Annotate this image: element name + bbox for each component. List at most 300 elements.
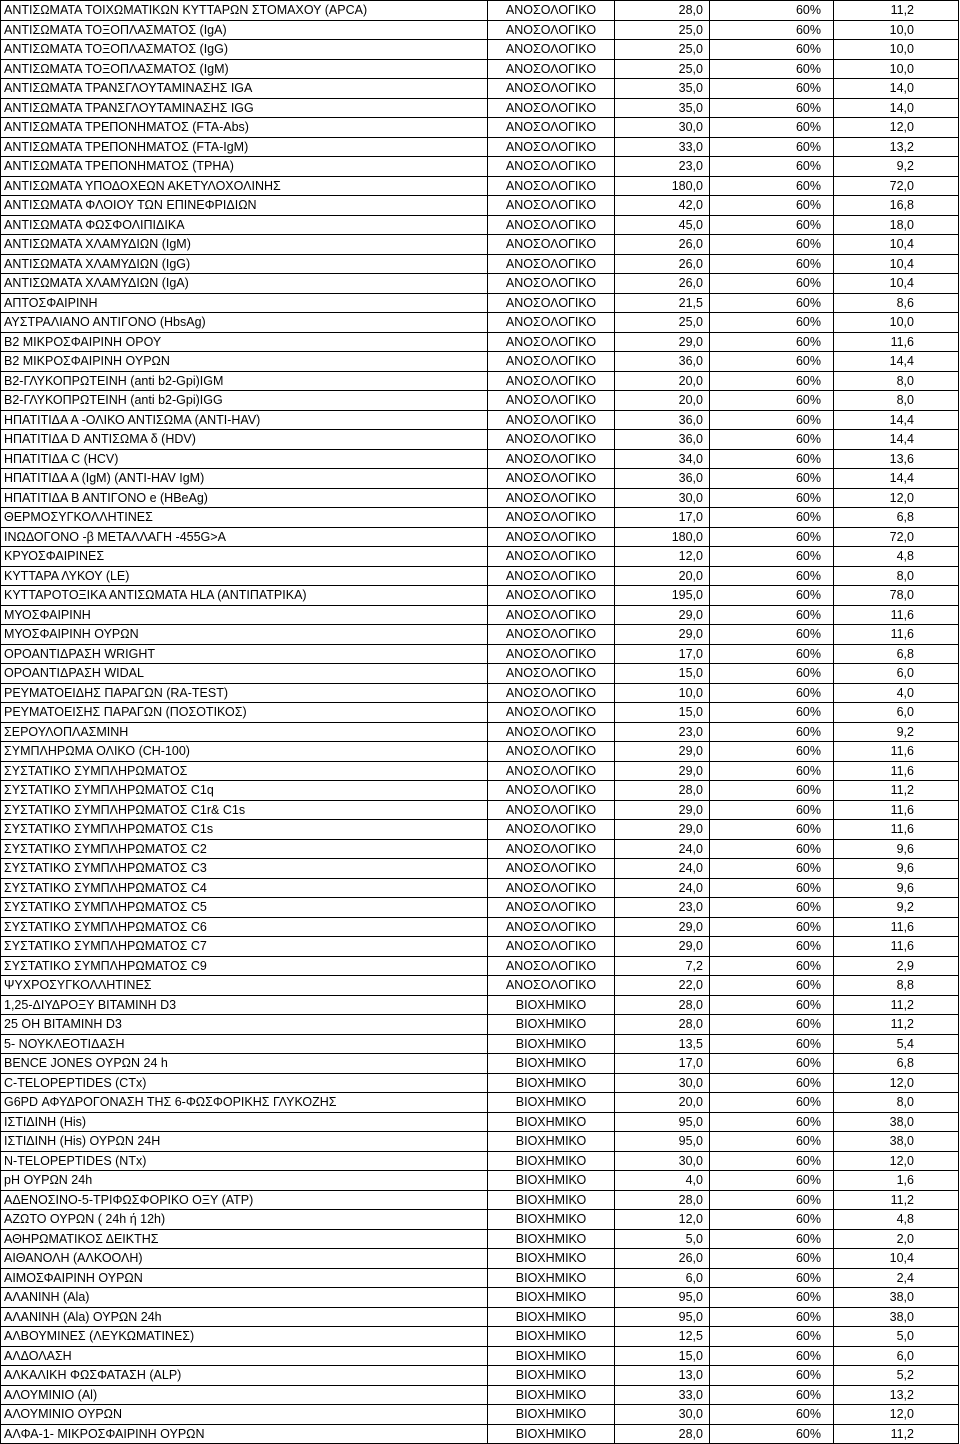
test-name: ΑΙΜΟΣΦΑΙΡΙΝΗ ΟΥΡΩΝ bbox=[1, 1268, 488, 1288]
table-row bbox=[1, 800, 959, 820]
test-name: ΣΥΣΤΑΤΙΚΟ ΣΥΜΠΛΗΡΩΜΑΤΟΣ C2 bbox=[1, 839, 488, 859]
test-name: ΣΥΣΤΑΤΙΚΟ ΣΥΜΠΛΗΡΩΜΑΤΟΣ C6 bbox=[1, 917, 488, 937]
table-row bbox=[1, 761, 959, 781]
discount-percent: 60% bbox=[710, 761, 834, 781]
test-category: ΑΝΟΣΟΛΟΓΙΚΟ bbox=[488, 157, 615, 177]
discount-value: 38,0 bbox=[834, 1307, 959, 1327]
test-price: 28,0 bbox=[615, 1015, 710, 1035]
table-row bbox=[1, 313, 959, 333]
price-list-body bbox=[1, 1, 959, 1444]
discount-percent: 60% bbox=[710, 1132, 834, 1152]
discount-percent: 60% bbox=[710, 157, 834, 177]
test-category: ΑΝΟΣΟΛΟΓΙΚΟ bbox=[488, 391, 615, 411]
test-category: ΑΝΟΣΟΛΟΓΙΚΟ bbox=[488, 137, 615, 157]
discount-percent: 60% bbox=[710, 1229, 834, 1249]
test-category: ΑΝΟΣΟΛΟΓΙΚΟ bbox=[488, 800, 615, 820]
table-row bbox=[1, 839, 959, 859]
table-row bbox=[1, 98, 959, 118]
test-price: 20,0 bbox=[615, 566, 710, 586]
test-name: ΑΝΤΙΣΩΜΑΤΑ ΤΟΞΟΠΛΑΣΜΑΤΟΣ (IgM) bbox=[1, 59, 488, 79]
test-name: BENCE JONES ΟΥΡΩΝ 24 h bbox=[1, 1054, 488, 1074]
table-row bbox=[1, 40, 959, 60]
table-row bbox=[1, 1327, 959, 1347]
discount-value: 12,0 bbox=[834, 1073, 959, 1093]
test-name: ΘΕΡΜΟΣΥΓΚΟΛΛΗΤΙΝΕΣ bbox=[1, 508, 488, 528]
table-row bbox=[1, 79, 959, 99]
table-row bbox=[1, 859, 959, 879]
test-category: ΒΙΟΧΗΜΙΚΟ bbox=[488, 1385, 615, 1405]
discount-percent: 60% bbox=[710, 196, 834, 216]
test-category: ΑΝΟΣΟΛΟΓΙΚΟ bbox=[488, 547, 615, 567]
discount-percent: 60% bbox=[710, 1151, 834, 1171]
table-row bbox=[1, 1171, 959, 1191]
table-row bbox=[1, 1132, 959, 1152]
discount-percent: 60% bbox=[710, 644, 834, 664]
table-row bbox=[1, 995, 959, 1015]
discount-value: 11,6 bbox=[834, 800, 959, 820]
discount-percent: 60% bbox=[710, 1112, 834, 1132]
discount-value: 10,4 bbox=[834, 1249, 959, 1269]
table-row bbox=[1, 410, 959, 430]
discount-percent: 60% bbox=[710, 313, 834, 333]
test-name: ΑΛΟΥΜΙΝΙΟ (Al) bbox=[1, 1385, 488, 1405]
test-name: ΑΝΤΙΣΩΜΑΤΑ ΤΟΞΟΠΛΑΣΜΑΤΟΣ (IgG) bbox=[1, 40, 488, 60]
test-price: 28,0 bbox=[615, 1190, 710, 1210]
discount-value: 14,0 bbox=[834, 79, 959, 99]
table-row bbox=[1, 1385, 959, 1405]
discount-percent: 60% bbox=[710, 293, 834, 313]
discount-percent: 60% bbox=[710, 137, 834, 157]
discount-value: 11,2 bbox=[834, 1015, 959, 1035]
discount-percent: 60% bbox=[710, 683, 834, 703]
discount-value: 6,0 bbox=[834, 664, 959, 684]
discount-value: 2,9 bbox=[834, 956, 959, 976]
discount-percent: 60% bbox=[710, 274, 834, 294]
test-name: Β2 ΜΙΚΡΟΣΦΑΙΡΙΝΗ ΟΡΟΥ bbox=[1, 332, 488, 352]
test-name: 5- ΝΟΥΚΛΕΟΤΙΔΑΣΗ bbox=[1, 1034, 488, 1054]
discount-value: 10,0 bbox=[834, 59, 959, 79]
discount-percent: 60% bbox=[710, 40, 834, 60]
table-row bbox=[1, 1346, 959, 1366]
test-category: ΒΙΟΧΗΜΙΚΟ bbox=[488, 1307, 615, 1327]
discount-value: 1,6 bbox=[834, 1171, 959, 1191]
test-name: ΑΥΣΤΡΑΛΙΑΝΟ ΑΝΤΙΓΟΝΟ (HbsAg) bbox=[1, 313, 488, 333]
discount-value: 8,0 bbox=[834, 1093, 959, 1113]
discount-value: 6,8 bbox=[834, 644, 959, 664]
table-row bbox=[1, 1, 959, 21]
table-row bbox=[1, 625, 959, 645]
table-row bbox=[1, 1151, 959, 1171]
table-row bbox=[1, 391, 959, 411]
discount-value: 6,8 bbox=[834, 508, 959, 528]
test-price: 29,0 bbox=[615, 820, 710, 840]
discount-percent: 60% bbox=[710, 59, 834, 79]
test-category: ΒΙΟΧΗΜΙΚΟ bbox=[488, 1054, 615, 1074]
test-price: 26,0 bbox=[615, 1249, 710, 1269]
test-price: 95,0 bbox=[615, 1307, 710, 1327]
discount-value: 18,0 bbox=[834, 215, 959, 235]
discount-percent: 60% bbox=[710, 859, 834, 879]
test-price: 36,0 bbox=[615, 410, 710, 430]
discount-percent: 60% bbox=[710, 1327, 834, 1347]
test-price: 25,0 bbox=[615, 40, 710, 60]
test-price: 95,0 bbox=[615, 1132, 710, 1152]
table-row bbox=[1, 527, 959, 547]
discount-value: 9,6 bbox=[834, 839, 959, 859]
test-name: ΚΥΤΤΑΡΑ ΛΥΚΟΥ (LE) bbox=[1, 566, 488, 586]
test-category: ΑΝΟΣΟΛΟΓΙΚΟ bbox=[488, 59, 615, 79]
test-price: 30,0 bbox=[615, 118, 710, 138]
test-price: 26,0 bbox=[615, 274, 710, 294]
discount-value: 11,6 bbox=[834, 625, 959, 645]
test-category: ΑΝΟΣΟΛΟΓΙΚΟ bbox=[488, 703, 615, 723]
table-row bbox=[1, 430, 959, 450]
discount-percent: 60% bbox=[710, 820, 834, 840]
test-name: ΙΣΤΙΔΙΝΗ (His) ΟΥΡΩΝ 24Η bbox=[1, 1132, 488, 1152]
test-name: ΙΣΤΙΔΙΝΗ (His) bbox=[1, 1112, 488, 1132]
test-name: ΑΘΗΡΩΜΑΤΙΚΟΣ ΔΕΙΚΤΗΣ bbox=[1, 1229, 488, 1249]
test-name: ΣΥΣΤΑΤΙΚΟ ΣΥΜΠΛΗΡΩΜΑΤΟΣ C7 bbox=[1, 937, 488, 957]
test-category: ΑΝΟΣΟΛΟΓΙΚΟ bbox=[488, 820, 615, 840]
table-row bbox=[1, 917, 959, 937]
test-name: ΗΠΑΤΙΤΙΔΑ Α -ΟΛΙΚΟ ΑΝΤΙΣΩΜΑ (ANTI-HAV) bbox=[1, 410, 488, 430]
discount-value: 14,4 bbox=[834, 352, 959, 372]
discount-percent: 60% bbox=[710, 1288, 834, 1308]
discount-percent: 60% bbox=[710, 937, 834, 957]
discount-percent: 60% bbox=[710, 430, 834, 450]
discount-percent: 60% bbox=[710, 586, 834, 606]
test-category: ΑΝΟΣΟΛΟΓΙΚΟ bbox=[488, 937, 615, 957]
table-row bbox=[1, 1229, 959, 1249]
discount-percent: 60% bbox=[710, 956, 834, 976]
test-category: ΑΝΟΣΟΛΟΓΙΚΟ bbox=[488, 254, 615, 274]
test-name: ΑΔΕΝΟΣΙΝΟ-5-ΤΡΙΦΩΣΦΟΡΙΚΟ ΟΞΥ (ATP) bbox=[1, 1190, 488, 1210]
test-price: 95,0 bbox=[615, 1288, 710, 1308]
discount-value: 11,6 bbox=[834, 605, 959, 625]
discount-value: 11,6 bbox=[834, 937, 959, 957]
test-name: 1,25-ΔΙΥΔΡΟΞΥ ΒΙΤΑΜΙΝΗ D3 bbox=[1, 995, 488, 1015]
test-price: 28,0 bbox=[615, 1, 710, 21]
test-category: ΑΝΟΣΟΛΟΓΙΚΟ bbox=[488, 98, 615, 118]
discount-percent: 60% bbox=[710, 1346, 834, 1366]
test-price: 36,0 bbox=[615, 430, 710, 450]
discount-percent: 60% bbox=[710, 235, 834, 255]
discount-value: 16,8 bbox=[834, 196, 959, 216]
discount-percent: 60% bbox=[710, 995, 834, 1015]
test-name: ΚΡΥΟΣΦΑΙΡΙΝΕΣ bbox=[1, 547, 488, 567]
test-name: ΣΥΜΠΛΗΡΩΜΑ ΟΛΙΚΟ (CH-100) bbox=[1, 742, 488, 762]
table-row bbox=[1, 1112, 959, 1132]
test-price: 180,0 bbox=[615, 176, 710, 196]
discount-percent: 60% bbox=[710, 1015, 834, 1035]
discount-value: 8,8 bbox=[834, 976, 959, 996]
discount-value: 11,2 bbox=[834, 1190, 959, 1210]
test-name: ΑΠΤΟΣΦΑΙΡΙΝΗ bbox=[1, 293, 488, 313]
test-name: ΣΕΡΟΥΛΟΠΛΑΣΜΙΝΗ bbox=[1, 722, 488, 742]
test-price: 28,0 bbox=[615, 995, 710, 1015]
discount-percent: 60% bbox=[710, 1034, 834, 1054]
discount-value: 11,6 bbox=[834, 761, 959, 781]
discount-value: 11,2 bbox=[834, 781, 959, 801]
test-price: 30,0 bbox=[615, 1151, 710, 1171]
test-name: ΣΥΣΤΑΤΙΚΟ ΣΥΜΠΛΗΡΩΜΑΤΟΣ C3 bbox=[1, 859, 488, 879]
table-row bbox=[1, 332, 959, 352]
discount-value: 9,2 bbox=[834, 157, 959, 177]
test-name: Β2 ΜΙΚΡΟΣΦΑΙΡΙΝΗ ΟΥΡΩΝ bbox=[1, 352, 488, 372]
discount-percent: 60% bbox=[710, 1093, 834, 1113]
discount-percent: 60% bbox=[710, 527, 834, 547]
discount-value: 12,0 bbox=[834, 488, 959, 508]
test-name: N-TELOPEPTIDES (NTx) bbox=[1, 1151, 488, 1171]
table-row bbox=[1, 820, 959, 840]
test-category: ΒΙΟΧΗΜΙΚΟ bbox=[488, 1288, 615, 1308]
test-category: ΒΙΟΧΗΜΙΚΟ bbox=[488, 1015, 615, 1035]
discount-percent: 60% bbox=[710, 664, 834, 684]
test-price: 25,0 bbox=[615, 20, 710, 40]
discount-value: 10,0 bbox=[834, 40, 959, 60]
test-category: ΑΝΟΣΟΛΟΓΙΚΟ bbox=[488, 274, 615, 294]
test-name: ΣΥΣΤΑΤΙΚΟ ΣΥΜΠΛΗΡΩΜΑΤΟΣ C5 bbox=[1, 898, 488, 918]
table-row bbox=[1, 293, 959, 313]
test-category: ΑΝΟΣΟΛΟΓΙΚΟ bbox=[488, 430, 615, 450]
test-name: ΑΛΚΑΛΙΚΗ ΦΩΣΦΑΤΑΣΗ (ALP) bbox=[1, 1366, 488, 1386]
table-row bbox=[1, 371, 959, 391]
discount-percent: 60% bbox=[710, 1405, 834, 1425]
discount-percent: 60% bbox=[710, 976, 834, 996]
table-row bbox=[1, 508, 959, 528]
test-name: ΑΖΩΤΟ ΟΥΡΩΝ ( 24h ή 12h) bbox=[1, 1210, 488, 1230]
test-category: ΑΝΟΣΟΛΟΓΙΚΟ bbox=[488, 781, 615, 801]
table-row bbox=[1, 215, 959, 235]
discount-value: 12,0 bbox=[834, 118, 959, 138]
test-category: ΑΝΟΣΟΛΟΓΙΚΟ bbox=[488, 605, 615, 625]
test-name: ΑΝΤΙΣΩΜΑΤΑ ΦΩΣΦΟΛΙΠΙΔΙΚΑ bbox=[1, 215, 488, 235]
test-name: Β2-ΓΛΥΚΟΠΡΩΤΕΙΝΗ (anti b2-Gpi)IGM bbox=[1, 371, 488, 391]
discount-value: 12,0 bbox=[834, 1405, 959, 1425]
test-price: 15,0 bbox=[615, 1346, 710, 1366]
test-price: 33,0 bbox=[615, 137, 710, 157]
test-category: ΑΝΟΣΟΛΟΓΙΚΟ bbox=[488, 839, 615, 859]
table-row bbox=[1, 469, 959, 489]
test-price: 20,0 bbox=[615, 1093, 710, 1113]
table-row bbox=[1, 1015, 959, 1035]
table-row bbox=[1, 488, 959, 508]
test-name: pH ΟΥΡΩΝ 24h bbox=[1, 1171, 488, 1191]
discount-percent: 60% bbox=[710, 625, 834, 645]
discount-percent: 60% bbox=[710, 703, 834, 723]
test-name: ΚΥΤΤΑΡΟΤΟΞΙΚΑ ΑΝΤΙΣΩΜΑΤΑ HLA (ΑΝΤΙΠΑΤΡΙΚΑ) bbox=[1, 586, 488, 606]
table-row bbox=[1, 664, 959, 684]
discount-value: 5,0 bbox=[834, 1327, 959, 1347]
test-category: ΑΝΟΣΟΛΟΓΙΚΟ bbox=[488, 1, 615, 21]
discount-percent: 60% bbox=[710, 215, 834, 235]
discount-percent: 60% bbox=[710, 1424, 834, 1444]
test-price: 7,2 bbox=[615, 956, 710, 976]
test-price: 20,0 bbox=[615, 391, 710, 411]
discount-percent: 60% bbox=[710, 488, 834, 508]
discount-percent: 60% bbox=[710, 1073, 834, 1093]
table-row bbox=[1, 683, 959, 703]
discount-value: 10,4 bbox=[834, 254, 959, 274]
discount-value: 13,6 bbox=[834, 449, 959, 469]
discount-value: 5,2 bbox=[834, 1366, 959, 1386]
test-name: ΣΥΣΤΑΤΙΚΟ ΣΥΜΠΛΗΡΩΜΑΤΟΣ C1s bbox=[1, 820, 488, 840]
discount-percent: 60% bbox=[710, 1268, 834, 1288]
test-name: ΑΝΤΙΣΩΜΑΤΑ ΧΛΑΜΥΔΙΩΝ (IgG) bbox=[1, 254, 488, 274]
test-category: ΑΝΟΣΟΛΟΓΙΚΟ bbox=[488, 878, 615, 898]
discount-value: 4,8 bbox=[834, 547, 959, 567]
test-price: 24,0 bbox=[615, 839, 710, 859]
test-category: ΒΙΟΧΗΜΙΚΟ bbox=[488, 995, 615, 1015]
test-name: ΑΝΤΙΣΩΜΑΤΑ ΤΡΑΝΣΓΛΟΥΤΑΜΙΝΑΣΗΣ IGA bbox=[1, 79, 488, 99]
test-price: 4,0 bbox=[615, 1171, 710, 1191]
table-row bbox=[1, 742, 959, 762]
discount-value: 6,0 bbox=[834, 703, 959, 723]
discount-value: 78,0 bbox=[834, 586, 959, 606]
test-category: ΑΝΟΣΟΛΟΓΙΚΟ bbox=[488, 644, 615, 664]
table-row bbox=[1, 937, 959, 957]
test-category: ΑΝΟΣΟΛΟΓΙΚΟ bbox=[488, 527, 615, 547]
test-category: ΑΝΟΣΟΛΟΓΙΚΟ bbox=[488, 956, 615, 976]
test-category: ΑΝΟΣΟΛΟΓΙΚΟ bbox=[488, 449, 615, 469]
test-category: ΑΝΟΣΟΛΟΓΙΚΟ bbox=[488, 352, 615, 372]
test-name: ΑΛΦΑ-1- ΜΙΚΡΟΣΦΑΙΡΙΝΗ ΟΥΡΩΝ bbox=[1, 1424, 488, 1444]
test-category: ΑΝΟΣΟΛΟΓΙΚΟ bbox=[488, 742, 615, 762]
test-category: ΑΝΟΣΟΛΟΓΙΚΟ bbox=[488, 898, 615, 918]
test-price: 13,0 bbox=[615, 1366, 710, 1386]
discount-percent: 60% bbox=[710, 1385, 834, 1405]
test-name: Β2-ΓΛΥΚΟΠΡΩΤΕΙΝΗ (anti b2-Gpi)IGG bbox=[1, 391, 488, 411]
discount-value: 10,4 bbox=[834, 235, 959, 255]
discount-value: 8,0 bbox=[834, 371, 959, 391]
discount-value: 38,0 bbox=[834, 1112, 959, 1132]
test-category: ΑΝΟΣΟΛΟΓΙΚΟ bbox=[488, 215, 615, 235]
discount-value: 2,0 bbox=[834, 1229, 959, 1249]
test-price: 36,0 bbox=[615, 352, 710, 372]
discount-percent: 60% bbox=[710, 898, 834, 918]
test-category: ΒΙΟΧΗΜΙΚΟ bbox=[488, 1151, 615, 1171]
discount-percent: 60% bbox=[710, 371, 834, 391]
table-row bbox=[1, 137, 959, 157]
test-category: ΑΝΟΣΟΛΟΓΙΚΟ bbox=[488, 722, 615, 742]
test-category: ΑΝΟΣΟΛΟΓΙΚΟ bbox=[488, 917, 615, 937]
discount-percent: 60% bbox=[710, 176, 834, 196]
table-row bbox=[1, 566, 959, 586]
test-category: ΑΝΟΣΟΛΟΓΙΚΟ bbox=[488, 761, 615, 781]
test-name: ΣΥΣΤΑΤΙΚΟ ΣΥΜΠΛΗΡΩΜΑΤΟΣ C1q bbox=[1, 781, 488, 801]
test-category: ΒΙΟΧΗΜΙΚΟ bbox=[488, 1171, 615, 1191]
discount-percent: 60% bbox=[710, 1210, 834, 1230]
table-row bbox=[1, 1190, 959, 1210]
discount-percent: 60% bbox=[710, 352, 834, 372]
table-row bbox=[1, 1424, 959, 1444]
test-price: 195,0 bbox=[615, 586, 710, 606]
test-name: ΜΥΟΣΦΑΙΡΙΝΗ bbox=[1, 605, 488, 625]
test-category: ΑΝΟΣΟΛΟΓΙΚΟ bbox=[488, 508, 615, 528]
test-category: ΒΙΟΧΗΜΙΚΟ bbox=[488, 1268, 615, 1288]
test-price: 42,0 bbox=[615, 196, 710, 216]
discount-value: 6,8 bbox=[834, 1054, 959, 1074]
test-price: 10,0 bbox=[615, 683, 710, 703]
table-row bbox=[1, 235, 959, 255]
discount-value: 11,6 bbox=[834, 820, 959, 840]
test-price: 26,0 bbox=[615, 235, 710, 255]
test-price: 29,0 bbox=[615, 937, 710, 957]
discount-value: 5,4 bbox=[834, 1034, 959, 1054]
discount-value: 11,2 bbox=[834, 1, 959, 21]
test-name: ΑΝΤΙΣΩΜΑΤΑ ΤΡΕΠΟΝΗΜΑΤΟΣ (FTA-Abs) bbox=[1, 118, 488, 138]
test-category: ΒΙΟΧΗΜΙΚΟ bbox=[488, 1366, 615, 1386]
test-category: ΑΝΟΣΟΛΟΓΙΚΟ bbox=[488, 469, 615, 489]
test-price: 5,0 bbox=[615, 1229, 710, 1249]
discount-value: 8,0 bbox=[834, 391, 959, 411]
test-category: ΒΙΟΧΗΜΙΚΟ bbox=[488, 1210, 615, 1230]
test-price: 28,0 bbox=[615, 781, 710, 801]
test-price: 28,0 bbox=[615, 1424, 710, 1444]
test-name: ΜΥΟΣΦΑΙΡΙΝΗ ΟΥΡΩΝ bbox=[1, 625, 488, 645]
discount-value: 2,4 bbox=[834, 1268, 959, 1288]
test-name: ΑΝΤΙΣΩΜΑΤΑ ΤΡΑΝΣΓΛΟΥΤΑΜΙΝΑΣΗΣ IGG bbox=[1, 98, 488, 118]
table-row bbox=[1, 722, 959, 742]
table-row bbox=[1, 1307, 959, 1327]
discount-percent: 60% bbox=[710, 605, 834, 625]
discount-value: 11,6 bbox=[834, 742, 959, 762]
test-name: ΟΡΟΑΝΤΙΔΡΑΣΗ WIDAL bbox=[1, 664, 488, 684]
test-category: ΒΙΟΧΗΜΙΚΟ bbox=[488, 1346, 615, 1366]
discount-percent: 60% bbox=[710, 878, 834, 898]
discount-value: 9,2 bbox=[834, 898, 959, 918]
test-price: 26,0 bbox=[615, 254, 710, 274]
discount-percent: 60% bbox=[710, 1249, 834, 1269]
test-category: ΑΝΟΣΟΛΟΓΙΚΟ bbox=[488, 118, 615, 138]
discount-percent: 60% bbox=[710, 98, 834, 118]
test-price: 45,0 bbox=[615, 215, 710, 235]
discount-percent: 60% bbox=[710, 1366, 834, 1386]
table-row bbox=[1, 1073, 959, 1093]
test-category: ΒΙΟΧΗΜΙΚΟ bbox=[488, 1327, 615, 1347]
table-row bbox=[1, 976, 959, 996]
test-price: 30,0 bbox=[615, 1405, 710, 1425]
table-row bbox=[1, 898, 959, 918]
test-name: ΨΥΧΡΟΣΥΓΚΟΛΛΗΤΙΝΕΣ bbox=[1, 976, 488, 996]
discount-percent: 60% bbox=[710, 79, 834, 99]
table-row bbox=[1, 274, 959, 294]
test-name: ΑΝΤΙΣΩΜΑΤΑ ΧΛΑΜΥΔΙΩΝ (IgM) bbox=[1, 235, 488, 255]
test-price: 25,0 bbox=[615, 59, 710, 79]
test-name: ΑΝΤΙΣΩΜΑΤΑ ΤΟΞΟΠΛΑΣΜΑΤΟΣ (IgA) bbox=[1, 20, 488, 40]
test-category: ΑΝΟΣΟΛΟΓΙΚΟ bbox=[488, 683, 615, 703]
test-category: ΑΝΟΣΟΛΟΓΙΚΟ bbox=[488, 976, 615, 996]
test-price: 34,0 bbox=[615, 449, 710, 469]
test-name: ΑΝΤΙΣΩΜΑΤΑ ΦΛΟΙΟΥ ΤΩΝ ΕΠΙΝΕΦΡΙΔΙΩΝ bbox=[1, 196, 488, 216]
table-row bbox=[1, 176, 959, 196]
discount-percent: 60% bbox=[710, 1171, 834, 1191]
test-category: ΑΝΟΣΟΛΟΓΙΚΟ bbox=[488, 586, 615, 606]
test-category: ΑΝΟΣΟΛΟΓΙΚΟ bbox=[488, 859, 615, 879]
test-price: 17,0 bbox=[615, 508, 710, 528]
test-category: ΑΝΟΣΟΛΟΓΙΚΟ bbox=[488, 79, 615, 99]
table-row bbox=[1, 1093, 959, 1113]
discount-percent: 60% bbox=[710, 410, 834, 430]
test-price: 22,0 bbox=[615, 976, 710, 996]
table-row bbox=[1, 449, 959, 469]
test-price: 30,0 bbox=[615, 488, 710, 508]
discount-value: 13,2 bbox=[834, 137, 959, 157]
test-name: ΗΠΑΤΙΤΙΔΑ C (HCV) bbox=[1, 449, 488, 469]
test-category: ΑΝΟΣΟΛΟΓΙΚΟ bbox=[488, 488, 615, 508]
test-price: 33,0 bbox=[615, 1385, 710, 1405]
test-name: ΗΠΑΤΙΤΙΔΑ Α (IgM) (ANTI-HAV IgM) bbox=[1, 469, 488, 489]
